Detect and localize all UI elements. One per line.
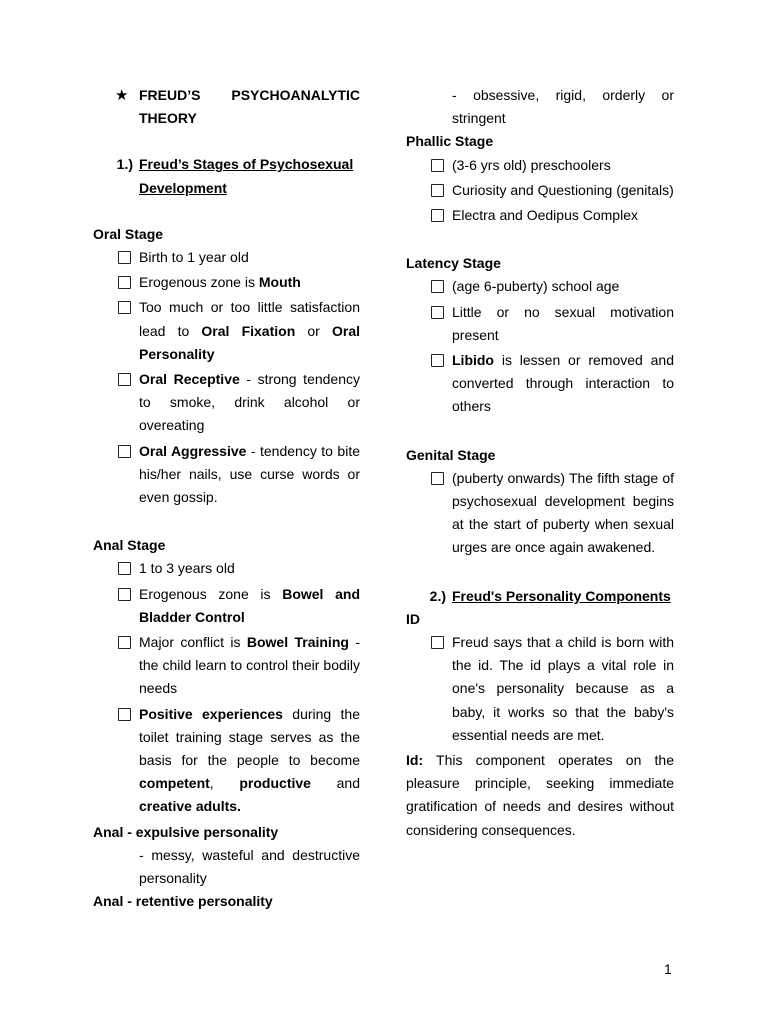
list-item: Major conflict is Bowel Training - the child learn to control their bodily needs — [93, 631, 360, 701]
list-item: Libido is lessen or removed and converted through interaction to others — [406, 349, 674, 419]
star-icon: ★ — [115, 87, 129, 104]
checkbox-icon — [118, 373, 131, 386]
title-line-1: FREUD’S PSYCHOANALYTIC — [139, 87, 360, 103]
id-heading: ID — [406, 610, 420, 627]
list-item: Freud says that a child is born with the id. The id plays a vital role in one's personality because as a baby, it works so that the baby's essential needs are met. — [406, 631, 674, 747]
genital-stage-heading: Genital Stage — [406, 446, 496, 463]
section-1-heading — [93, 153, 360, 199]
checkbox-icon — [431, 280, 444, 293]
checkbox-icon — [118, 251, 131, 264]
anal-expulsive-heading: Anal - expulsive personality — [93, 823, 279, 840]
anal-retentive-text: - obsessive, rigid, orderly or stringent — [452, 87, 674, 127]
list-item: (age 6-puberty) school age — [406, 275, 674, 298]
checkbox-icon — [431, 472, 444, 485]
list-item: (puberty onwards) The fifth stage of psychosexual development begins at the start of puberty when sexual urges are once again awakened. — [406, 467, 674, 560]
anal-expulsive-text: - messy, wasteful and destructive personality — [139, 846, 360, 887]
checkbox-icon — [118, 276, 131, 289]
checkbox-icon — [431, 209, 444, 222]
latency-stage-heading: Latency Stage — [406, 255, 501, 272]
checkbox-icon — [431, 306, 444, 319]
list-item: Too much or too little satisfaction lead to Oral Fixation or Oral Personality — [93, 296, 360, 366]
section-1-number: 1.) — [116, 156, 133, 173]
right-column — [406, 84, 674, 842]
list-item: Curiosity and Questioning (genitals) — [406, 179, 674, 202]
checkbox-icon — [431, 354, 444, 367]
list-item: Birth to 1 year old — [93, 246, 360, 269]
list-item: (3-6 yrs old) preschoolers — [406, 154, 674, 177]
section-2-number: 2.) — [429, 587, 446, 604]
list-item: Oral Aggressive - tendency to bite his/her nails, use curse words or even gossip. — [93, 440, 360, 510]
page-number: 1 — [664, 961, 672, 977]
anal-stage-heading: Anal Stage — [93, 537, 166, 554]
list-item: Erogenous zone is Mouth — [93, 271, 360, 294]
checkbox-icon — [118, 708, 131, 721]
list-item: Electra and Oedipus Complex — [406, 204, 674, 227]
section-2-heading — [406, 585, 674, 608]
list-item: Little or no sexual motivation present — [406, 301, 674, 347]
checkbox-icon — [431, 184, 444, 197]
section-1-title: Freud’s Stages of Psychosexual Development — [139, 156, 354, 196]
checkbox-icon — [118, 588, 131, 601]
list-item: Erogenous zone is Bowel and Bladder Control — [93, 583, 360, 629]
checkbox-icon — [431, 159, 444, 172]
list-item: 1 to 3 years old — [93, 557, 360, 580]
list-item: Oral Receptive - strong tendency to smoke, drink alcohol or overeating — [93, 368, 360, 438]
checkbox-icon — [431, 636, 444, 649]
left-column — [93, 84, 360, 914]
document-title — [93, 84, 360, 130]
anal-retentive-heading: Anal - retentive personality — [93, 893, 273, 910]
oral-stage-heading: Oral Stage — [93, 225, 164, 242]
phallic-stage-heading: Phallic Stage — [406, 133, 494, 150]
checkbox-icon — [118, 445, 131, 458]
id-definition-paragraph: Id: This component operates on the pleasure principle, seeking immediate gratification of needs and desires without considering consequences. — [406, 752, 674, 838]
list-item: Positive experiences during the toilet training stage serves as the basis for the people to become competent, productive and creative adults. — [93, 703, 360, 819]
title-line-2: THEORY — [139, 110, 197, 127]
checkbox-icon — [118, 562, 131, 575]
checkbox-icon — [118, 636, 131, 649]
checkbox-icon — [118, 301, 131, 314]
section-2-title: Freud's Personality Components — [452, 587, 671, 604]
